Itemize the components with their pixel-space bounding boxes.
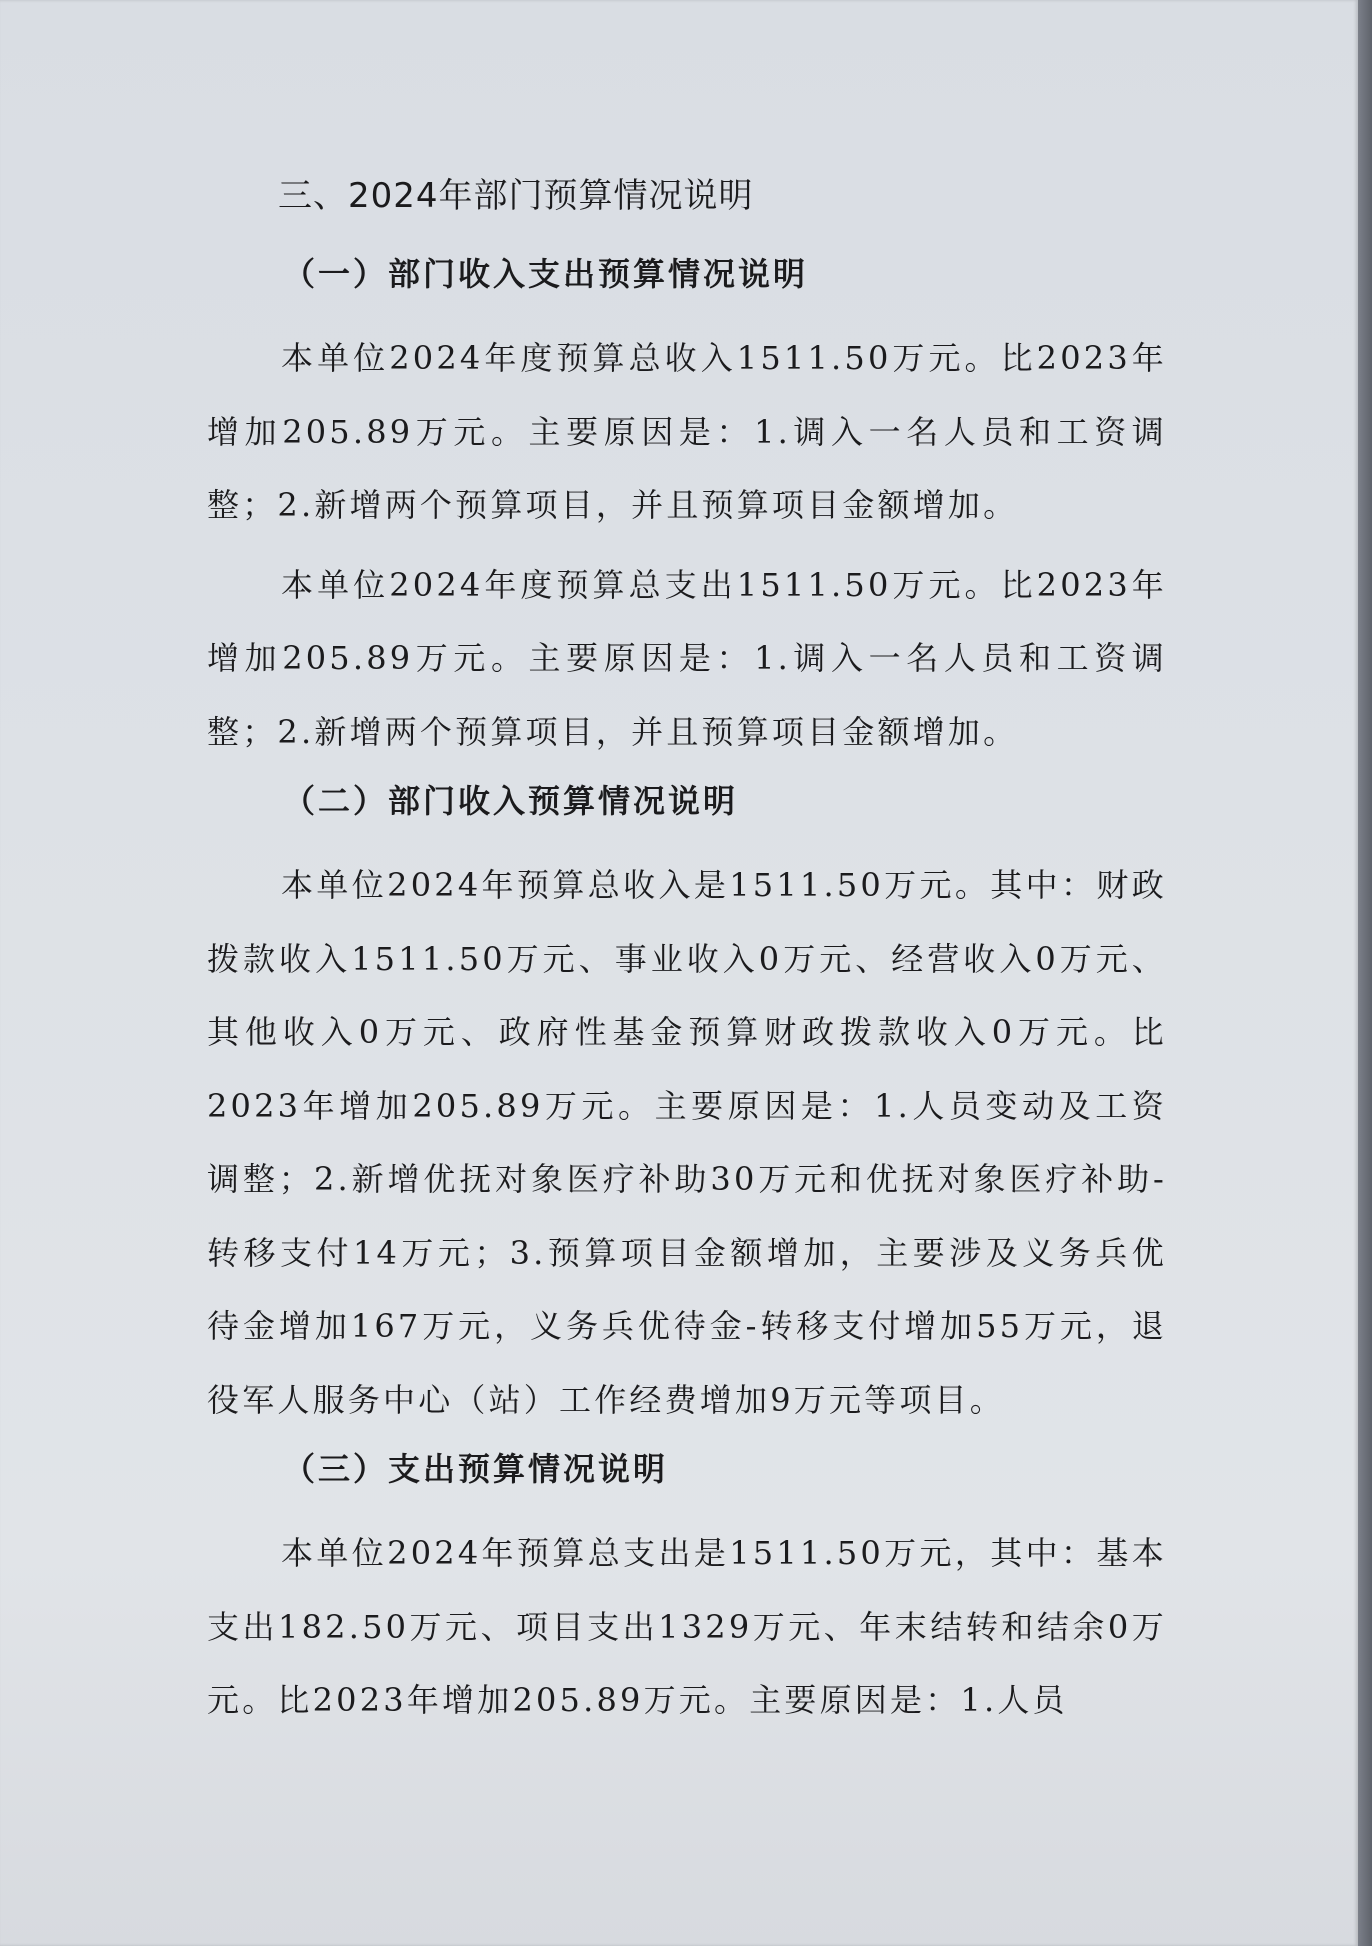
section-title-3: （三）支出预算情况说明 [283,1450,669,1488]
section-1-paragraph-2: 本单位2024年度预算总支出1511.50万元。比2023年增加205.89万元。主要原因是：1.调入一名人员和工资调整；2.新增两个预算项目，并且预算项目金额增加。 [207,565,1167,751]
page-edge [1358,0,1372,1946]
section-3-paragraph-1: 本单位2024年预算总支出是1511.50万元，其中：基本支出182.50万元、项目支出1329万元、年末结转和结余0万元。比2023年增加205.89万元。主要原因是：1.人员 [207,1534,1167,1719]
section-title-2: （二）部门收入预算情况说明 [283,782,739,820]
section-title-1: （一）部门收入支出预算情况说明 [283,255,809,293]
document-body [207,170,1167,1738]
section-2-paragraph-1: 本单位2024年预算总收入是1511.50万元。其中：财政拨款收入1511.50万元、事业收入0万元、经营收入0万元、其他收入0万元、政府性基金预算财政拨款收入0万元。比2023年增加205.89万元。主要原因是：1.人员变动及工资调整；2.新增优抚对象医疗补助30万元和优抚对象医疗补助-转移支付14万元；3.预算项目金额增加，主要涉及义务兵优待金增加167万元，义务兵优待金-转移支付增加55万元，退役军人服务中心（站）工作经费增加9万元等项目。 [207,866,1167,1419]
section-1-paragraph-1: 本单位2024年度预算总收入1511.50万元。比2023年增加205.89万元。主要原因是：1.调入一名人员和工资调整；2.新增两个预算项目，并且预算项目金额增加。 [207,339,1167,524]
main-heading: 三、2024年部门预算情况说明 [278,176,754,216]
